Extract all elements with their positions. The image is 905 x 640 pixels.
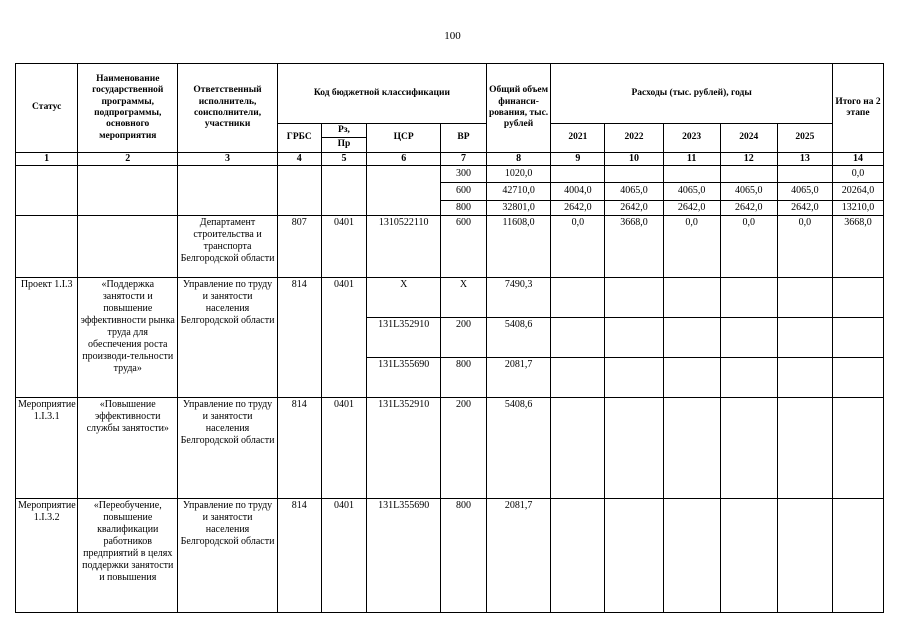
- cell-executor: Управление по труду и занятости населения Белгородской области: [178, 397, 278, 498]
- cell-name: «Переобучение, повышение квалификации работников предприятий в целях поддержки занятости и повышения: [78, 498, 178, 612]
- cell-2025: [777, 317, 832, 357]
- cell-2022: [605, 165, 663, 182]
- cell-stage-total: 3668,0: [832, 215, 883, 277]
- header-name: Наименование государственной программы, подпрограммы, основного мероприятия: [78, 64, 178, 153]
- column-number: 4: [277, 152, 321, 165]
- cell-status: [16, 165, 78, 215]
- table-row: [16, 397, 884, 498]
- cell-total: 42710,0: [486, 182, 550, 200]
- table-row: [16, 277, 884, 317]
- cell-total: 1020,0: [486, 165, 550, 182]
- cell-stage-total: [832, 498, 883, 612]
- cell-csr: 131L355690: [367, 498, 441, 612]
- cell-2025: 0,0: [777, 215, 832, 277]
- cell-vr: 200: [441, 317, 487, 357]
- column-number: 5: [321, 152, 367, 165]
- cell-csr: 131L352910: [367, 317, 441, 357]
- cell-rzpr: 0401: [321, 215, 367, 277]
- cell-grbs: 807: [277, 215, 321, 277]
- cell-2021: [551, 317, 605, 357]
- column-number: 13: [777, 152, 832, 165]
- cell-2021: [551, 357, 605, 397]
- cell-2022: [605, 498, 663, 612]
- cell-2022: 3668,0: [605, 215, 663, 277]
- header-total-stage: Итого на 2 этапе: [832, 64, 883, 153]
- cell-stage-total: [832, 317, 883, 357]
- cell-stage-total: 13210,0: [832, 200, 883, 215]
- cell-vr: 600: [441, 215, 487, 277]
- cell-2021: 4004,0: [551, 182, 605, 200]
- cell-csr: [367, 165, 441, 215]
- cell-total: 5408,6: [486, 317, 550, 357]
- header-expenses: Расходы (тыс. рублей), годы: [551, 64, 833, 124]
- cell-2023: 4065,0: [663, 182, 720, 200]
- cell-2023: [663, 498, 720, 612]
- cell-rzpr: 0401: [321, 277, 367, 397]
- cell-2022: [605, 357, 663, 397]
- column-number-row: [16, 152, 884, 165]
- column-number: 10: [605, 152, 663, 165]
- cell-executor: [178, 165, 278, 215]
- cell-status: Мероприятие 1.I.3.2: [16, 498, 78, 612]
- header-csr: ЦСР: [367, 124, 441, 153]
- cell-stage-total: 20264,0: [832, 182, 883, 200]
- cell-2022: 4065,0: [605, 182, 663, 200]
- cell-executor: Департамент строительства и транспорта Белгородской области: [178, 215, 278, 277]
- cell-stage-total: [832, 397, 883, 498]
- cell-executor: Управление по труду и занятости населения Белгородской области: [178, 277, 278, 397]
- cell-total: 7490,3: [486, 277, 550, 317]
- cell-csr: Х: [367, 277, 441, 317]
- cell-2022: 2642,0: [605, 200, 663, 215]
- header-rz: Рз,: [321, 124, 367, 138]
- cell-vr: 200: [441, 397, 487, 498]
- budget-table: [15, 63, 884, 613]
- cell-2025: 4065,0: [777, 182, 832, 200]
- table-row: [16, 215, 884, 277]
- cell-stage-total: 0,0: [832, 165, 883, 182]
- cell-vr: 800: [441, 200, 487, 215]
- column-number: 9: [551, 152, 605, 165]
- cell-total: 2081,7: [486, 357, 550, 397]
- cell-total: 11608,0: [486, 215, 550, 277]
- cell-grbs: 814: [277, 397, 321, 498]
- cell-rzpr: [321, 165, 367, 215]
- header-year-2022: 2022: [605, 124, 663, 153]
- cell-grbs: 814: [277, 498, 321, 612]
- cell-2021: [551, 397, 605, 498]
- cell-2025: [777, 397, 832, 498]
- header-year-2021: 2021: [551, 124, 605, 153]
- cell-2023: [663, 397, 720, 498]
- cell-2024: [720, 317, 777, 357]
- cell-2023: [663, 277, 720, 317]
- cell-2025: [777, 498, 832, 612]
- cell-2023: 0,0: [663, 215, 720, 277]
- cell-2021: 0,0: [551, 215, 605, 277]
- column-number: 8: [486, 152, 550, 165]
- table-row: [16, 165, 884, 182]
- cell-rzpr: 0401: [321, 498, 367, 612]
- cell-grbs: 814: [277, 277, 321, 397]
- cell-csr: 1310522110: [367, 215, 441, 277]
- cell-vr: 800: [441, 357, 487, 397]
- column-number: 2: [78, 152, 178, 165]
- cell-2024: [720, 165, 777, 182]
- cell-2021: [551, 165, 605, 182]
- cell-2022: [605, 397, 663, 498]
- cell-csr: 131L355690: [367, 357, 441, 397]
- cell-total: 5408,6: [486, 397, 550, 498]
- cell-vr: 300: [441, 165, 487, 182]
- cell-status: Проект 1.I.3: [16, 277, 78, 397]
- cell-2023: [663, 165, 720, 182]
- cell-name: «Поддержка занятости и повышение эффективности рынка труда для обеспечения роста производи-тельности труда»: [78, 277, 178, 397]
- column-number: 11: [663, 152, 720, 165]
- cell-2024: 2642,0: [720, 200, 777, 215]
- cell-2021: 2642,0: [551, 200, 605, 215]
- cell-grbs: [277, 165, 321, 215]
- cell-vr: 800: [441, 498, 487, 612]
- header-code: Код бюджетной классификации: [277, 64, 486, 124]
- cell-executor: Управление по труду и занятости населения Белгородской области: [178, 498, 278, 612]
- column-number: 3: [178, 152, 278, 165]
- cell-rzpr: 0401: [321, 397, 367, 498]
- header-year-2025: 2025: [777, 124, 832, 153]
- cell-2023: [663, 357, 720, 397]
- cell-2025: [777, 277, 832, 317]
- cell-2021: [551, 277, 605, 317]
- cell-name: [78, 165, 178, 215]
- header-executor: Ответственный исполнитель, соисполнители, участники: [178, 64, 278, 153]
- cell-2025: 2642,0: [777, 200, 832, 215]
- cell-name: [78, 215, 178, 277]
- column-number: 1: [16, 152, 78, 165]
- cell-2024: 4065,0: [720, 182, 777, 200]
- cell-total: 32801,0: [486, 200, 550, 215]
- cell-2024: [720, 357, 777, 397]
- column-number: 12: [720, 152, 777, 165]
- header-grbs: ГРБС: [277, 124, 321, 153]
- header-status: Статус: [16, 64, 78, 153]
- cell-status: [16, 215, 78, 277]
- header-year-2023: 2023: [663, 124, 720, 153]
- cell-status: Мероприятие 1.I.3.1: [16, 397, 78, 498]
- header-pr: Пр: [321, 138, 367, 152]
- cell-vr: 600: [441, 182, 487, 200]
- column-number: 7: [441, 152, 487, 165]
- header-row-1: [16, 64, 884, 124]
- cell-2023: 2642,0: [663, 200, 720, 215]
- cell-stage-total: [832, 357, 883, 397]
- header-total-volume: Общий объем финанси-рования, тыс. рублей: [486, 64, 550, 153]
- cell-2024: [720, 277, 777, 317]
- cell-csr: 131L352910: [367, 397, 441, 498]
- page-number: 100: [444, 30, 461, 42]
- cell-2024: [720, 498, 777, 612]
- cell-2025: [777, 165, 832, 182]
- column-number: 6: [367, 152, 441, 165]
- cell-name: «Повышение эффективности службы занятости»: [78, 397, 178, 498]
- cell-stage-total: [832, 277, 883, 317]
- cell-2021: [551, 498, 605, 612]
- cell-2023: [663, 317, 720, 357]
- cell-total: 2081,7: [486, 498, 550, 612]
- table-row: [16, 498, 884, 612]
- cell-2024: 0,0: [720, 215, 777, 277]
- cell-2022: [605, 317, 663, 357]
- cell-2024: [720, 397, 777, 498]
- header-year-2024: 2024: [720, 124, 777, 153]
- header-vr: ВР: [441, 124, 487, 153]
- cell-vr: Х: [441, 277, 487, 317]
- cell-2025: [777, 357, 832, 397]
- cell-2022: [605, 277, 663, 317]
- column-number: 14: [832, 152, 883, 165]
